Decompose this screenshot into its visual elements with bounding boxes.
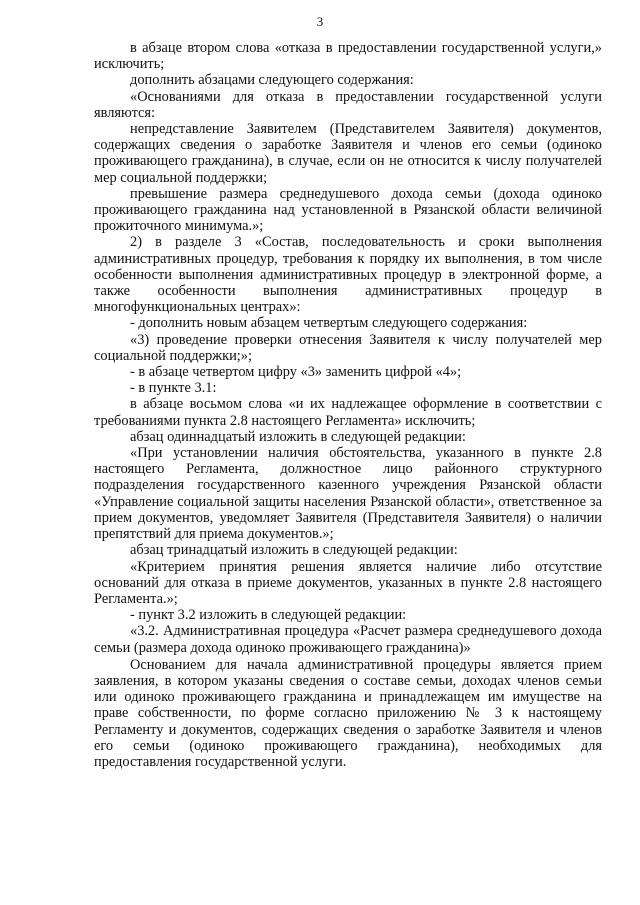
paragraph-6: 2) в разделе 3 «Состав, последовательность и сроки выполнения административных процедур, требования к порядку их выполнения, в том числе особенности выполнения административных процедур в электронной форме, а также особенности выполнения административных процедур в многофункциональных центрах»: bbox=[94, 234, 602, 316]
paragraph-17: «3.2. Административная процедура «Расчет размера среднедушевого дохода семьи (размера дохода одиноко проживающего гражданина)» bbox=[94, 623, 602, 656]
paragraph-8: «3) проведение проверки отнесения Заявителя к числу получателей мер социальной поддержки;»; bbox=[94, 331, 602, 364]
paragraph-4: непредставление Заявителем (Представителем Заявителя) документов, содержащих сведения о заработке Заявителя и членов его семьи (одиноко проживающего гражданина), в случае, если он не относится к числу получателей мер социальной поддержки; bbox=[94, 121, 602, 186]
paragraph-5: превышение размера среднедушевого дохода семьи (дохода одиноко проживающего гражданина над установленной в Рязанской области величиной прожиточного минимума.»; bbox=[94, 185, 602, 235]
paragraph-9: - в абзаце четвертом цифру «3» заменить цифрой «4»; bbox=[130, 364, 462, 381]
paragraph-2: дополнить абзацами следующего содержания: bbox=[130, 72, 414, 89]
paragraph-10: - в пункте 3.1: bbox=[130, 380, 217, 397]
paragraph-1: в абзаце втором слова «отказа в предоставлении государственной услуги,» исключить; bbox=[94, 40, 602, 73]
paragraph-18: Основанием для начала административной процедуры является прием заявления, в котором указаны сведения о составе семьи, доходах членов семьи или одиноко проживающего гражданина и принадлежащем им имуществе на праве собственности, по форме согласно приложению № 3 к настоящему Регламенту и документов, содержащих сведения о заработке Заявителя и членов его семьи (одиноко проживающего гражданина), необходимых для предоставления государственной услуги. bbox=[94, 656, 602, 770]
paragraph-11: в абзаце восьмом слова «и их надлежащее оформление в соответствии с требованиями пункта 2.8 настоящего Регламента» исключить; bbox=[94, 396, 602, 429]
paragraph-13: «При установлении наличия обстоятельства, указанного в пункте 2.8 настоящего Регламента, должностное лицо районного структурного подразделения государственного казенного учреждения Рязанской области «Управление социальной защиты населения Рязанской области», ответственное за прием документов, уведомляет Заявителя (Представителя Заявителя) о наличии препятствий для приема документов.»; bbox=[94, 445, 602, 543]
page-number: 3 bbox=[316, 14, 324, 29]
paragraph-3: «Основаниями для отказа в предоставлении государственной услуги являются: bbox=[94, 88, 602, 121]
document-body bbox=[94, 40, 602, 770]
paragraph-14: абзац тринадцатый изложить в следующей редакции: bbox=[130, 542, 458, 559]
paragraph-15: «Критерием принятия решения является наличие либо отсутствие оснований для отказа в приеме документов, указанных в пункте 2.8 настоящего Регламента.»; bbox=[94, 558, 602, 607]
paragraph-12: абзац одиннадцатый изложить в следующей редакции: bbox=[130, 428, 466, 445]
paragraph-7: - дополнить новым абзацем четвертым следующего содержания: bbox=[130, 315, 528, 332]
paragraph-16: - пункт 3.2 изложить в следующей редакции: bbox=[130, 607, 407, 624]
